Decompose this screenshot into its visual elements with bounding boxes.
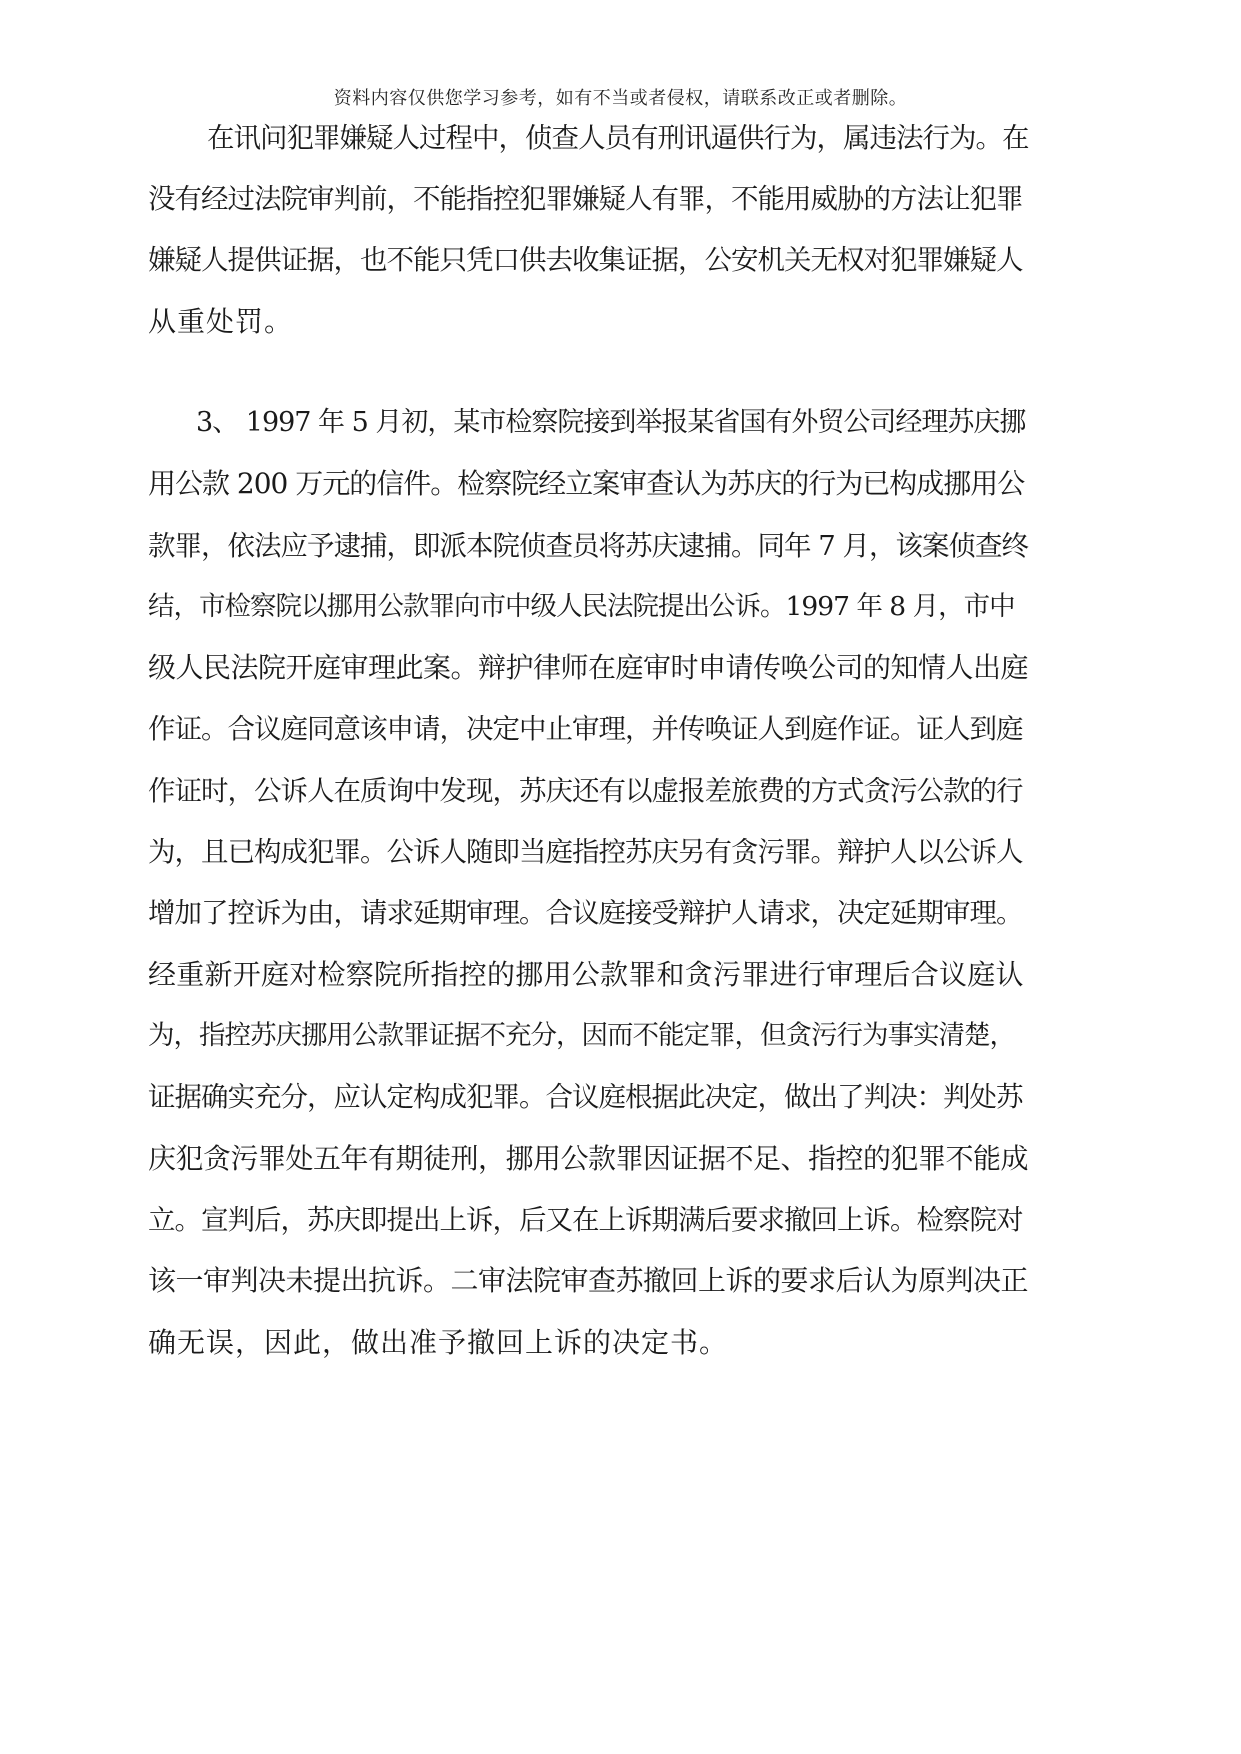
paragraph-2-line-3: 款罪，依法应予逮捕，即派本院侦查员将苏庆逮捕。同年 7 月，该案侦查终	[148, 530, 1028, 562]
paragraph-1-line-2: 没有经过法院审判前，不能指控犯罪嫌疑人有罪，不能用威胁的方法让犯罪	[148, 183, 1023, 215]
paragraph-2-line-9: 增加了控诉为由，请求延期审理。合议庭接受辩护人请求，决定延期审理。	[148, 897, 1023, 929]
paragraph-2-line-14: 立。宣判后，苏庆即提出上诉，后又在上诉期满后要求撤回上诉。检察院对	[148, 1204, 1023, 1236]
paragraph-2-line-12: 证据确实充分，应认定构成犯罪。合议庭根据此决定，做出了判决：判处苏	[148, 1081, 1023, 1113]
paragraph-2-line-2: 用公款 200 万元的信件。检察院经立案审查认为苏庆的行为已构成挪用公	[148, 467, 1025, 500]
paragraph-1-line-4: 从重处罚。	[148, 305, 294, 338]
paragraph-2-line-8: 为，且已构成犯罪。公诉人随即当庭指控苏庆另有贪污罪。辩护人以公诉人	[148, 836, 1023, 868]
paragraph-2-line-1: 3、 1997 年 5 月初，某市检察院接到举报某省国有外贸公司经理苏庆挪	[196, 407, 1026, 438]
paragraph-1-line-1: 在讯问犯罪嫌疑人过程中，侦查人员有刑讯逼供行为，属违法行为。在	[207, 122, 1029, 154]
paragraph-1-line-3: 嫌疑人提供证据，也不能只凭口供去收集证据，公安机关无权对犯罪嫌疑人	[148, 244, 1023, 276]
copyright-notice: 资料内容仅供您学习参考，如有不当或者侵权，请联系改正或者删除。	[333, 88, 908, 109]
paragraph-2-line-16: 确无误，因此，做出准予撤回上诉的决定书。	[148, 1326, 729, 1359]
paragraph-2-line-4: 结，市检察院以挪用公款罪向市中级人民法院提出公诉。1997 年 8 月，市中	[148, 591, 1015, 622]
paragraph-2-line-13: 庆犯贪污罪处五年有期徒刑，挪用公款罪因证据不足、指控的犯罪不能成	[148, 1142, 1029, 1175]
paragraph-2-line-5: 级人民法院开庭审理此案。辩护律师在庭审时申请传唤公司的知情人出庭	[148, 651, 1029, 684]
paragraph-2-line-6: 作证。合议庭同意该申请，决定中止审理，并传唤证人到庭作证。证人到庭	[148, 713, 1023, 745]
paragraph-2-line-15: 该一审判决未提出抗诉。二审法院审查苏撤回上诉的要求后认为原判决正	[148, 1264, 1029, 1297]
paragraph-2-line-7: 作证时，公诉人在质询中发现，苏庆还有以虚报差旅费的方式贪污公款的行	[148, 775, 1023, 807]
paragraph-2-line-11: 为，指控苏庆挪用公款罪证据不充分，因而不能定罪，但贪污行为事实清楚，	[148, 1020, 1015, 1051]
paragraph-2-line-10: 经重新开庭对检察院所指控的挪用公款罪和贪污罪进行审理后合议庭认	[148, 958, 1024, 991]
